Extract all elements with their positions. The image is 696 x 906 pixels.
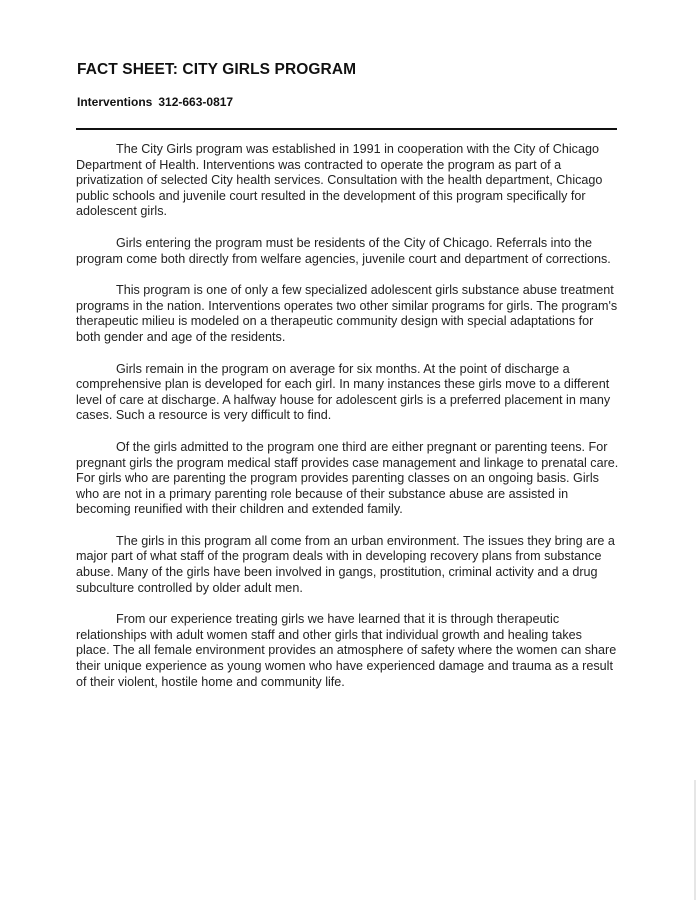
phone-number: 312-663-0817 bbox=[158, 95, 234, 109]
document-title: FACT SHEET: CITY GIRLS PROGRAM bbox=[77, 61, 357, 78]
organization-name: Interventions bbox=[77, 95, 153, 109]
paragraph-duration-discharge: Girls remain in the program on average for six months. At the point of discharge a comprehensive plan is developed for each girl. In many instances these girls move to a different level of care at discharge. A halfway house for adolescent girls is a preferred placement in many cases. Such a resource is very difficult to find. bbox=[76, 361, 611, 423]
paragraph-eligibility: Girls entering the program must be residents of the City of Chicago. Referrals into the program come both directly from welfare agencies, juvenile court and department of corrections. bbox=[76, 235, 611, 266]
header-divider bbox=[76, 128, 617, 130]
paragraph-program-origin: The City Girls program was established in 1991 in cooperation with the City of Chicago Department of Health. Interventions was contracted to operate the program as part of a privatization of selected City health services. Consultation with the health department, Chicago public schools and juvenile court resulted in the development of this program specifically for adolescent girls. bbox=[76, 142, 603, 219]
document-body bbox=[76, 142, 619, 706]
organization-line bbox=[77, 95, 233, 109]
paragraph-specialization: This program is one of only a few specialized adolescent girls substance abuse treatment programs in the nation. Interventions operates two other similar programs for girls. The program's therapeutic milieu is modeled on a therapeutic community design with special adaptations for both gender and age of the residents. bbox=[76, 283, 618, 344]
paragraph-therapeutic-relationships: From our experience treating girls we have learned that it is through therapeutic relationships with adult women staff and other girls that individual growth and healing takes place. The all female environment provides an atmosphere of safety where the women can share their unique experience as young women who have experienced damage and trauma as a result of their violent, hostile home and community life. bbox=[76, 612, 617, 689]
paragraph-urban-environment: The girls in this program all come from an urban environment. The issues they bring are a major part of what staff of the program deals with in developing recovery plans from substance abuse. Many of the girls have been involved in gangs, prostitution, criminal activity and a drug subculture controlled by older adult men. bbox=[76, 533, 615, 595]
paragraph-pregnant-parenting: Of the girls admitted to the program one third are either pregnant or parenting teens. For pregnant girls the program medical staff provides case management and linkage to prenatal care. For girls who are parenting the program provides parenting classes on an ongoing basis. Girls who are not in a primary parenting role because of their substance abuse are assisted in becoming reunified with their children and extended family. bbox=[76, 439, 619, 517]
